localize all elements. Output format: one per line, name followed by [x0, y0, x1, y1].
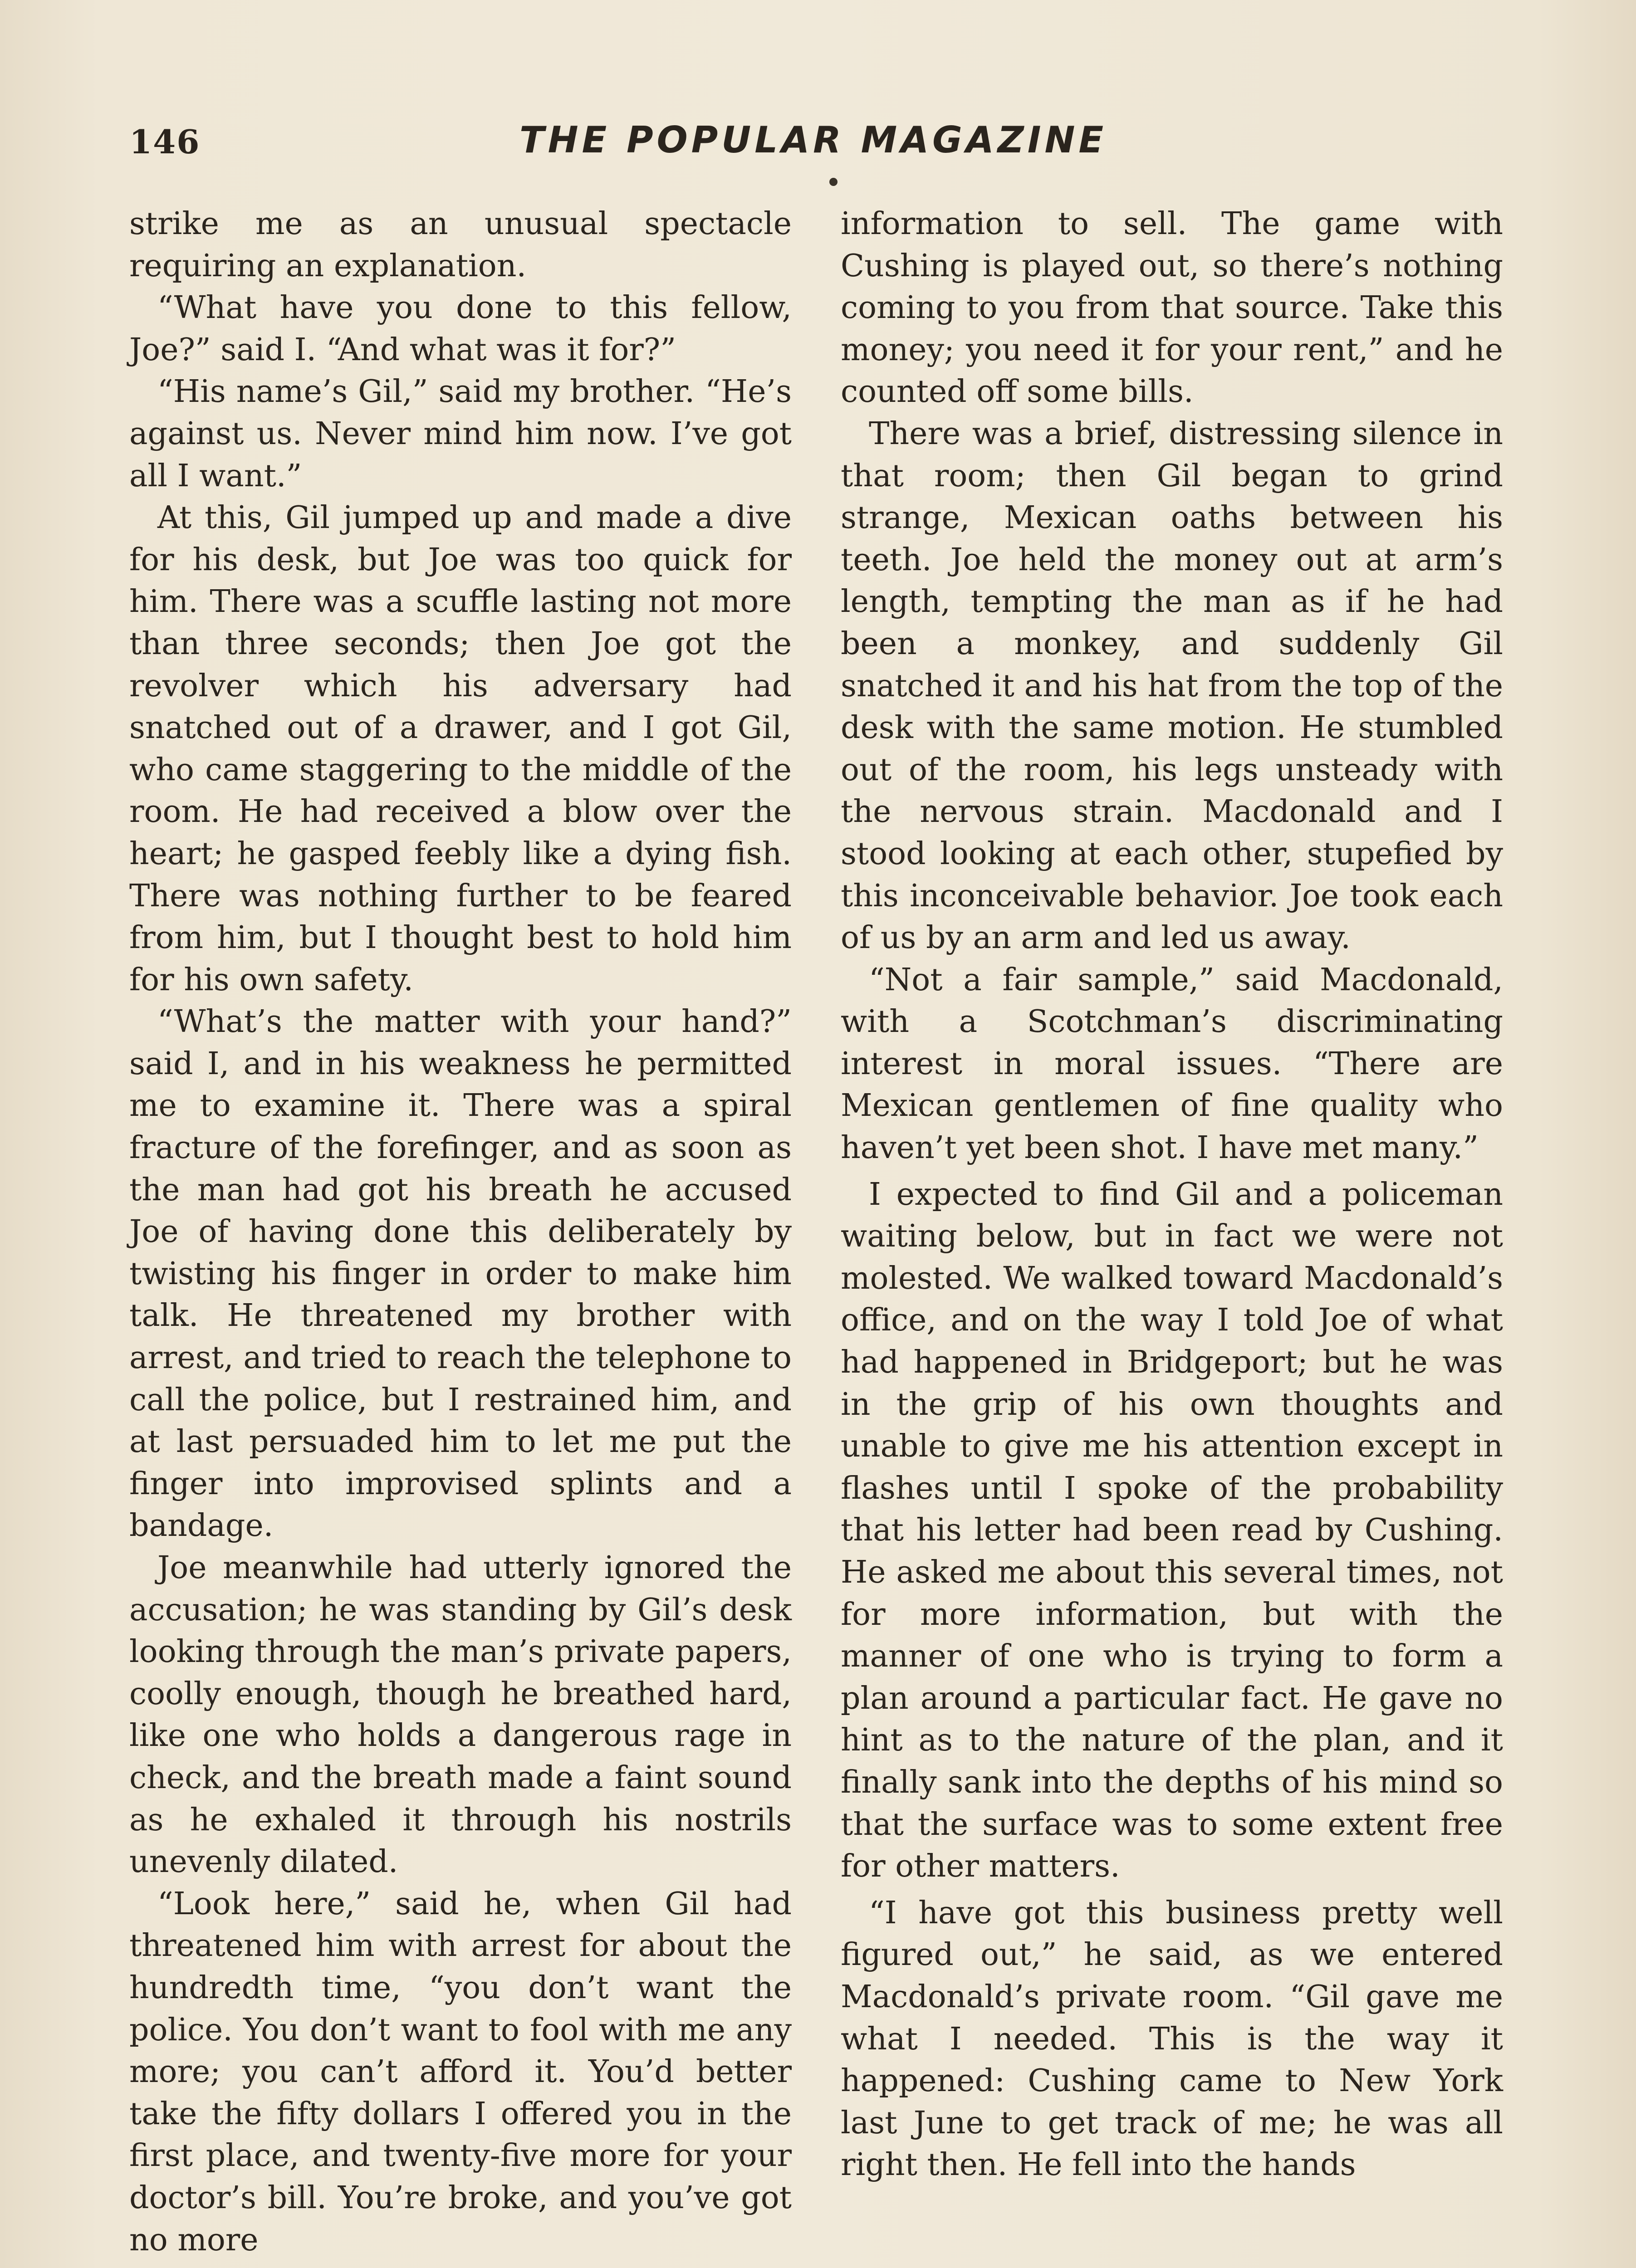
page-header	[129, 119, 1500, 169]
paragraph: “What have you done to this fellow, Joe?” said I. “And what was it for?”	[129, 290, 792, 368]
paragraph: “His name’s Gil,” said my brother. “He’s against us. Never mind him now. I’ve got all I want.”	[129, 374, 792, 494]
running-head: THE POPULAR MAGAZINE	[519, 119, 1107, 161]
paragraph: At this, Gil jumped up and made a dive for his desk, but Joe was too quick for him. There was a scuffle lasting not more than three seconds; then Joe got the revolver which his adversary had snatched out of a drawer, and I got Gil, who came staggering to the middle of the room. He had received a blow over the heart; he gasped feebly like a dying fish. There was nothing further to be feared from him, but I thought best to hold him for his own safety.	[129, 500, 792, 998]
paragraph: “I have got this business pretty well figured out,” he said, as we entered Macdonald’s private room. “Gil gave me what I needed. This is the way it happened: Cushing came to New York last June to get track of me; he was all right then. He fell into the hands	[841, 1895, 1503, 2183]
left-column	[129, 203, 792, 2261]
paragraph: “Not a fair sample,” said Macdonald, with a Scotchman’s discriminating interest in moral issues. “There are Mexican gentlemen of fine quality who haven’t yet been shot. I have met many.”	[841, 962, 1503, 1166]
paragraph: strike me as an unusual spectacle requiring an explanation.	[129, 206, 792, 284]
ink-dot	[829, 178, 838, 186]
paragraph: “What’s the matter with your hand?” said I, and in his weakness he permitted me to examine it. There was a spiral fracture of the forefinger, and as soon as the man had got his breath he accused Joe of having done this deliberately by twisting his finger in order to make him talk. He threatened my brother with arrest, and tried to reach the telephone to call the police, but I restrained him, and at last persuaded him to let me put the finger into improvised splints and a bandage.	[129, 1004, 792, 1544]
paragraph: There was a brief, distressing silence in that room; then Gil began to grind strange, Mexican oaths between his teeth. Joe held the money out at arm’s length, tempting the man as if he had been a monkey, and suddenly Gil snatched it and his hat from the top of the desk with the same motion. He stumbled out of the room, his legs unsteady with the nervous strain. Macdonald and I stood looking at each other, stupefied by this inconceivable behavior. Joe took each of us by an arm and led us away.	[841, 415, 1503, 956]
paragraph: information to sell. The game with Cushing is played out, so there’s nothing coming to you from that source. Take this money; you need it for your rent,” and he counted off some bills.	[841, 206, 1503, 410]
paragraph: “Look here,” said he, when Gil had threatened him with arrest for about the hundredth time, “you don’t want the police. You don’t want to fool with me any more; you can’t afford it. You’d better take the fifty dollars I offered you in the first place, and twenty-five more for your doctor’s bill. You’re broke, and you’ve got no more	[129, 1886, 792, 2258]
paragraph: Joe meanwhile had utterly ignored the accusation; he was standing by Gil’s desk looking through the man’s private papers, coolly enough, though he breathed hard, like one who holds a dangerous rage in check, and the breath made a faint sound as he exhaled it through his nostrils unevenly dilated.	[129, 1550, 792, 1880]
paragraph: I expected to find Gil and a policeman waiting below, but in fact we were not molested. We walked toward Macdonald’s office, and on the way I told Joe of what had happened in Bridgeport; but he was in the grip of his own thoughts and unable to give me his attention except in flashes until I spoke of the probability that his letter had been read by Cushing. He asked me about this several times, not for more information, but with the manner of one who is trying to form a plan around a particular fact. He gave no hint as to the nature of the plan, and it finally sank into the depths of his mind so that the surface was to some extent free for other matters.	[841, 1176, 1503, 1885]
right-column	[841, 203, 1503, 2186]
page-number: 146	[129, 122, 201, 161]
